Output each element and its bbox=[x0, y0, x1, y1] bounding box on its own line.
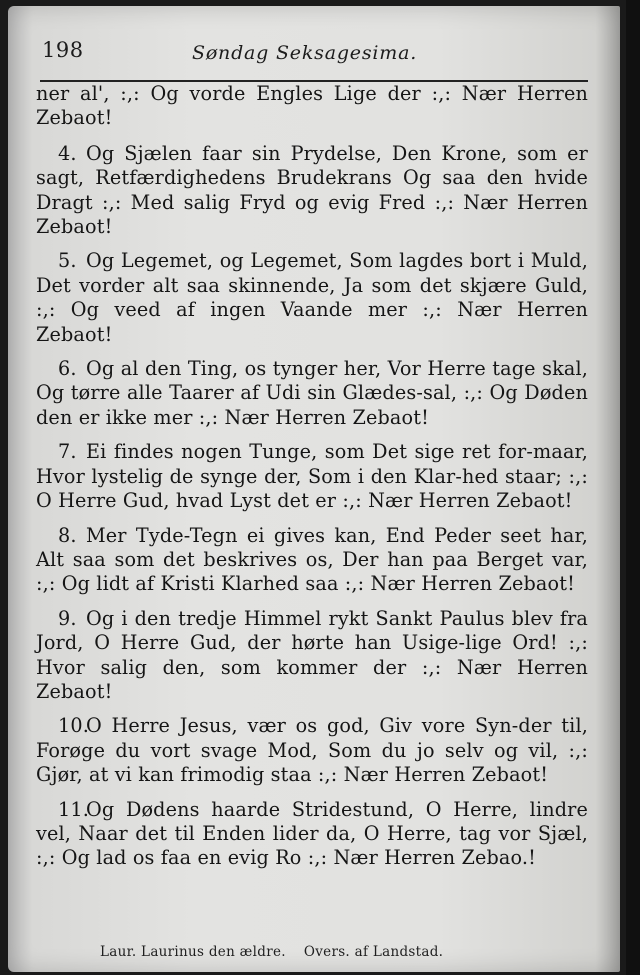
verse-4 bbox=[36, 142, 588, 240]
verse-number: 6. bbox=[58, 357, 77, 381]
page-number: 198 bbox=[42, 38, 84, 62]
verse-number: 11. bbox=[58, 797, 89, 821]
hymn-text bbox=[36, 82, 588, 881]
running-title: Søndag Seksagesima. bbox=[192, 42, 418, 64]
page-header bbox=[42, 38, 587, 72]
verse-number: 5. bbox=[58, 249, 77, 273]
verse-number: 4. bbox=[58, 141, 77, 165]
verse-number: 7. bbox=[58, 440, 77, 464]
verse-text: Og Sjælen faar sin Prydelse, Den Krone, som er sagt, Retfærdighedens Brudekrans Og saa den hvide Dragt :,: Med salig Fryd og evig Fred :,: Nær Herren Zebaot! bbox=[36, 141, 588, 239]
verse-text: Ei findes nogen Tunge, som Det sige ret for-maar, Hvor lystelig de synge der, Som i den Klar-hed staar; :,: O Herre Gud, hvad Lyst det er :,: Nær Herren Zebaot! bbox=[36, 440, 588, 513]
verse-10 bbox=[36, 714, 588, 787]
hymn-credit bbox=[100, 944, 580, 960]
verse-text: Og i den tredje Himmel rykt Sankt Paulus blev fra Jord, O Herre Gud, der hørte han Usige-lige Ord! :,: Hvor salig den, som kommer der :,: Nær Herren Zebaot! bbox=[36, 606, 588, 703]
translator-credit: Overs. af Landstad. bbox=[303, 944, 444, 960]
verse-8 bbox=[36, 524, 588, 597]
verse-number: 10. bbox=[58, 714, 89, 738]
verse-7 bbox=[36, 440, 588, 513]
verse-continuation bbox=[36, 82, 588, 131]
verse-text: Mer Tyde-Tegn ei gives kan, End Peder seet har, Alt saa som det beskrives os, Der han paa Berget var, :,: Og lidt af Kristi Klarhed saa :,: Nær Herren Zebaot! bbox=[36, 523, 588, 596]
verse-text: Og Dødens haarde Stridestund, O Herre, lindre vel, Naar det til Enden lider da, O Herre, tag vor Sjæl, :,: Og lad os faa en evig Ro :,: Nær Herren Zebao.! bbox=[36, 797, 588, 870]
verse-number: 8. bbox=[58, 523, 77, 547]
verse-text: Og Legemet, og Legemet, Som lagdes bort i Muld, Det vorder alt saa skinnende, Ja som det skjære Guld, :,: Og veed af ingen Vaande mer :,: Nær Herren Zebaot! bbox=[36, 249, 588, 346]
verse-text: O Herre Jesus, vær os god, Giv vore Syn-der til, Forøge du vort svage Mod, Som du jo selv og vil, :,: Gjør, at vi kan frimodig staa :,: Nær Herren Zebaot! bbox=[36, 714, 588, 787]
verse-11 bbox=[36, 798, 588, 871]
verse-5 bbox=[36, 249, 588, 347]
book-spine-shadow bbox=[626, 0, 640, 975]
author-credit: Laur. Laurinus den ældre. bbox=[100, 944, 286, 960]
verse-text: Og al den Ting, os tynger her, Vor Herre tage skal, Og tørre alle Taarer af Udi sin Glædes-sal, :,: Og Døden den er ikke mer :,: Nær Herren Zebaot! bbox=[36, 357, 588, 429]
verse-6 bbox=[36, 357, 588, 430]
verse-text: ner al', :,: Og vorde Engles Lige der :,: Nær Herren Zebaot! bbox=[36, 82, 588, 130]
verse-9 bbox=[36, 607, 588, 705]
verse-number: 9. bbox=[58, 606, 77, 630]
